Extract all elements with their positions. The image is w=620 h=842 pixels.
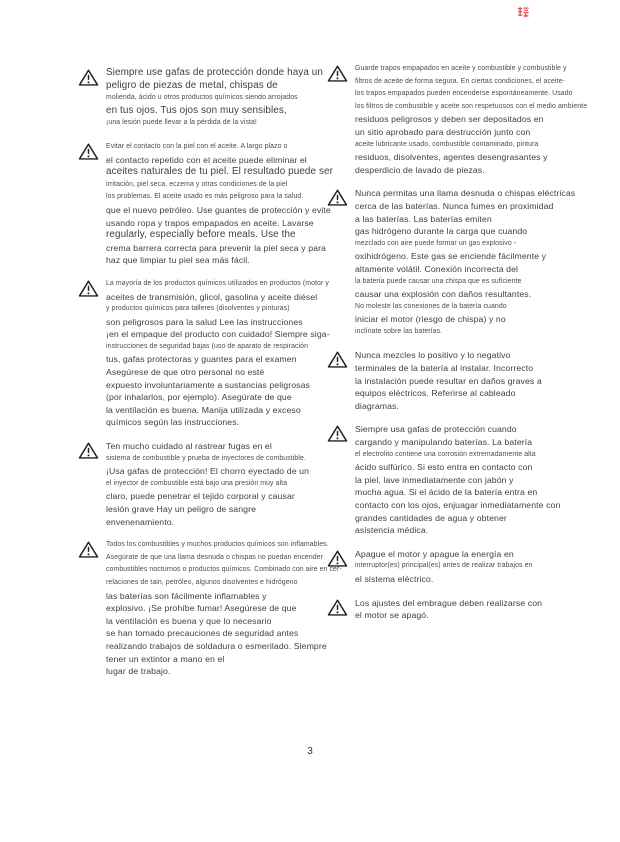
warning-text-line: lugar de trabajo.: [106, 666, 171, 677]
warning-text-line: gas hidrógeno durante la carga que cuando: [355, 226, 528, 237]
warning-text: [106, 278, 340, 429]
warning-text-line: la instalación puede resultar en daños graves a: [355, 375, 542, 386]
warning-text-line: cerca de las baterías. Nunca fumes en proximidad: [355, 200, 554, 211]
warning-triangle-icon: [327, 549, 348, 568]
warning-text-line: expuesto involuntariamente a sustancias peligrosas: [106, 379, 310, 390]
warning-text-line: crema barrera correcta para prevenir la piel seca y para: [106, 242, 326, 253]
warning-text-line: Siempre usa gafas de protección cuando: [355, 424, 517, 435]
warning-text-line: tener un extintor a mano en el: [106, 653, 225, 664]
warning-text-line: altamente volátil. Conexión incorrecta del: [355, 263, 519, 274]
warning-item: [78, 141, 340, 267]
warning-text-line: interruptor(es) principal(es) antes de realizar trabajos en: [355, 562, 533, 570]
warning-text-line: Asegúrese de que otro personal no esté: [106, 367, 265, 378]
warning-text-line: residuos peligrosos y deben ser depositados en: [355, 114, 544, 125]
warning-text-line: terminales de la batería al instalar. Incorrecto: [355, 363, 534, 374]
warning-triangle-icon: [327, 188, 348, 207]
warning-text-line: la ventilación es buena y que lo necesario: [106, 615, 272, 626]
warning-text-line: a las baterías. Las baterías emiten: [355, 213, 492, 224]
warning-text-line: se han tomado precauciones de seguridad antes: [106, 628, 299, 639]
warning-text-line: mezclado con aire puede formar un gas explosivo -: [355, 239, 517, 247]
warning-item: [327, 423, 591, 536]
warning-text-line: ¡Usa gafas de protección! El chorro eyectado de un: [106, 466, 309, 477]
warning-text-line: la piel, lave inmediatamente con jabón y: [355, 474, 514, 485]
warning-text-line: La mayoría de los productos químicos utilizados en productos (motor y: [106, 279, 329, 287]
warning-text-line: asistencia médica.: [355, 525, 429, 536]
warning-text-line: Los ajustes del embrague deben realizarse con: [355, 597, 543, 608]
warning-text-line: el sistema eléctrico.: [355, 573, 434, 584]
warning-triangle-icon: [78, 142, 99, 161]
warning-text: [355, 597, 591, 622]
warning-triangle-icon: [327, 64, 348, 83]
warning-text-line: tus, gafas protectoras y guantes para el examen: [106, 354, 297, 365]
warning-item: [327, 597, 591, 622]
warning-text-line: diagramas.: [355, 400, 399, 411]
warning-text-line: un sitio aprobado para destrucción junto con: [355, 126, 531, 137]
warnings-column-left: [78, 67, 340, 689]
warning-item: [78, 440, 340, 528]
warning-text-line: aceites naturales de tu piel. El resultado puede ser: [106, 166, 333, 178]
warning-text-line: combustibles nocturnos o productos químicos. Combinado con aire en cer-: [106, 566, 342, 574]
warning-text-line: el electrolito contiene una corrosión extremadamente alta: [355, 450, 536, 458]
warning-text-line: ¡en el empaque del producto con cuidado! Siempre siga-: [106, 329, 330, 340]
warning-text-line: el motor se apagó.: [355, 610, 429, 621]
warning-text: [355, 423, 591, 536]
warning-text: [355, 548, 591, 586]
warning-item: [78, 539, 340, 678]
warning-text-line: irritación, piel seca, eczema y otras condiciones de la piel: [106, 180, 288, 188]
warning-triangle-icon: [327, 424, 348, 443]
warning-triangle-icon: [78, 540, 99, 559]
warning-text-line: desperdicio de lavado de piezas.: [355, 164, 485, 175]
warning-item: [327, 548, 591, 586]
warning-text-line: causar una explosión con daños resultantes.: [355, 289, 532, 300]
warning-text-line: residuos, disolventes, agentes desengrasantes y: [355, 152, 548, 163]
warning-triangle-icon: [78, 68, 99, 87]
warning-text: [106, 440, 340, 528]
warning-text-line: explosivo. ¡Se prohíbe fumar! Asegúrese de que: [106, 603, 297, 614]
warning-text-line: ácido sulfúrico. Si esto entra en contacto con: [355, 462, 533, 473]
warning-text-line: químicos según las instrucciones.: [106, 417, 240, 428]
warning-text-line: realizando trabajos de soldadura o esmerilado. Siempre: [106, 640, 327, 651]
warning-text-line: instrucciones de seguridad bajas (uso de aparato de respiración: [106, 342, 309, 350]
warning-text-line: No moleste las conexiones de la batería cuando: [355, 302, 507, 310]
warning-text-line: la ventilación es buena. Manija utilizada y exceso: [106, 404, 301, 415]
warning-text-line: Nunca mezcles lo positivo y lo negativo: [355, 350, 511, 361]
warning-text-line: que el nuevo petróleo. Use guantes de protección y evite: [106, 204, 331, 215]
warnings-column-right: [327, 63, 591, 633]
red-stamp-icon: [518, 7, 529, 17]
warning-text-line: la batería puede causar una chispa que es suficiente: [355, 277, 522, 285]
warning-text-line: filtros de aceite de forma segura. En ciertas condiciones, el aceite-: [355, 77, 565, 85]
warning-text-line: Evitar el contacto con la piel con el aceite. A largo plazo o: [106, 142, 288, 150]
warning-text-line: Todos los combustibles y muchos productos químicos son inflamables.: [106, 541, 329, 549]
warning-text: [106, 539, 340, 678]
warning-text-line: envenenamiento.: [106, 516, 175, 527]
warning-text-line: molienda, ácido u otros productos químicos siendo arrojados: [106, 94, 298, 102]
warning-item: [327, 63, 591, 176]
warning-item: [327, 349, 591, 412]
warning-text-line: haz que limpiar tu piel sea más fácil.: [106, 255, 250, 266]
warning-text-line: Apague el motor y apague la energía en: [355, 548, 514, 559]
warning-text-line: aceite lubricante usado, combustible contaminado, pintura: [355, 140, 539, 148]
warning-text-line: iniciar el motor (riesgo de chispa) y no: [355, 314, 506, 325]
warning-text-line: Siempre use gafas de protección donde haya un: [106, 67, 323, 78]
warning-text-line: oxihidrógeno. Este gas se enciende fácilmente y: [355, 251, 547, 262]
warning-text: [106, 141, 340, 267]
warning-text-line: en tus ojos. Tus ojos son muy sensibles,: [106, 104, 287, 116]
warning-text-line: Guarde trapos empapados en aceite y combustible y combustible y: [355, 65, 567, 72]
warning-text-line: claro, puede penetrar el tejido corporal y causar: [106, 491, 295, 502]
warning-triangle-icon: [78, 279, 99, 298]
warning-text-line: Nunca permitas una llama desnuda o chispas eléctricas: [355, 188, 576, 199]
warning-item: [78, 278, 340, 429]
warning-item: [78, 67, 340, 130]
warning-text-line: equipos eléctricos. Referirse al cableado: [355, 388, 516, 399]
warning-text: [106, 67, 340, 130]
warning-text-line: grandes cantidades de agua y obtener: [355, 512, 507, 523]
warning-text-line: son peligrosos para la salud Lee las instrucciones: [106, 316, 303, 327]
warning-text-line: el contacto repetido con el aceite puede eliminar el: [106, 154, 307, 165]
warning-text-line: mucha agua. Si el ácido de la batería entra en: [355, 487, 538, 498]
warning-triangle-icon: [327, 350, 348, 369]
warning-text-line: ¡una lesión puede llevar a la pérdida de la vista!: [106, 119, 257, 127]
warning-triangle-icon: [78, 441, 99, 460]
warning-text-line: peligro de piezas de metal, chispas de: [106, 79, 278, 91]
warning-text-line: las baterías son fácilmente inflamables y: [106, 590, 267, 601]
warning-text-line: aceites de transmisión, glicol, gasolina y aceite diésel: [106, 291, 318, 302]
warning-text-line: los filtros de combustible y aceite son respetuosos con el medio ambiente: [355, 102, 588, 110]
warning-text-line: regularly, especially before meals. Use the: [106, 229, 296, 241]
warning-text: [355, 349, 591, 412]
warning-text-line: relaciones de tain, petróleo, algunos disolventes e hidrógeno: [106, 578, 298, 586]
warning-text-line: el inyector de combustible está bajo una presión muy alta: [106, 479, 288, 487]
warning-text-line: cargando y manipulando baterías. La batería: [355, 437, 533, 448]
warning-text-line: (por inhalarlos, por ejemplo). Asegúrate de que: [106, 392, 292, 403]
warning-text-line: Asegúrate de que una llama desnuda o chispas no puedan encender: [106, 553, 324, 561]
warning-text-line: contacto con los ojos, enjuagar inmediatamente con: [355, 500, 561, 510]
page-number: 3: [307, 746, 313, 757]
warning-text-line: y productos químicos para talleres (disolventes y pinturas): [106, 305, 290, 313]
warning-text-line: lesión grave Hay un peligro de sangre: [106, 504, 257, 514]
warning-text: [355, 63, 591, 176]
warning-text-line: inclínate sobre las baterías.: [355, 327, 443, 335]
warning-triangle-icon: [327, 598, 348, 617]
warning-text: [355, 187, 591, 338]
warning-text-line: usando ropa y trapos empapados en aceite. Lavarse: [106, 217, 314, 228]
warning-text-line: Ten mucho cuidado al rastrear fugas en el: [106, 441, 272, 452]
warning-text-line: los problemas. El aceite usado es más peligroso para la salud.: [106, 193, 304, 201]
warning-text-line: sistema de combustible y prueba de inyectores de combustible.: [106, 454, 306, 462]
warning-item: [327, 187, 591, 338]
warning-text-line: los trapos empapados pueden encenderse espontáneamente. Usado: [355, 90, 573, 98]
